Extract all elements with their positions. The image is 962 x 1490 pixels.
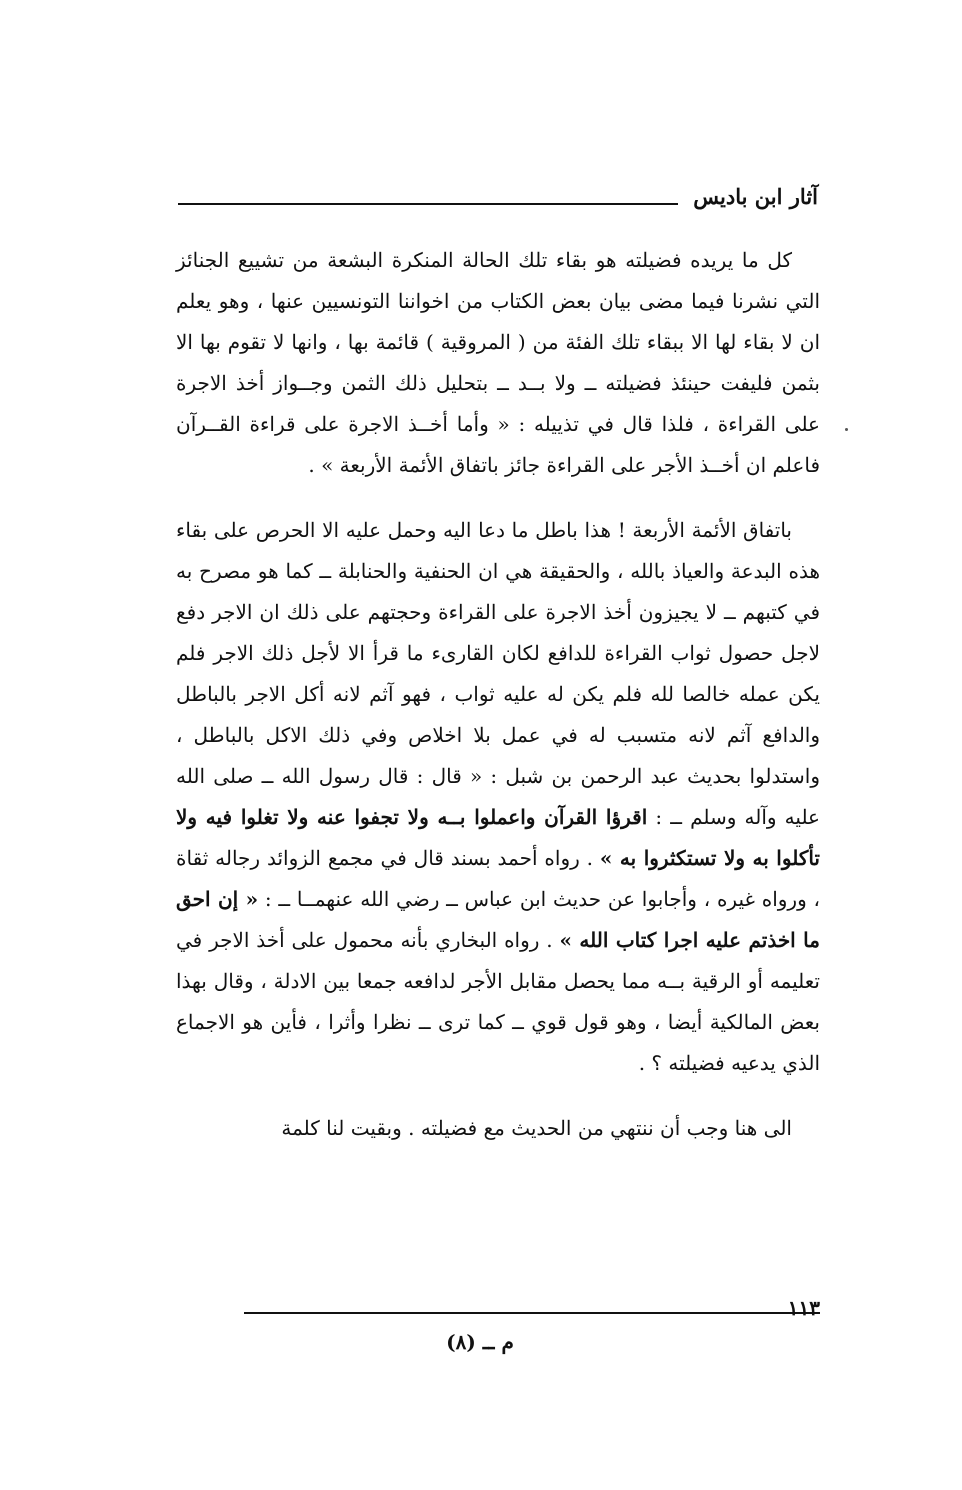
page-number: ١١٣	[787, 1296, 820, 1320]
header-rule	[178, 203, 678, 205]
margin-mark	[845, 428, 848, 431]
paragraph-1	[176, 240, 820, 486]
paragraph-2	[176, 510, 820, 1084]
text-segment: . رواه أحمد بسند قال في مجمع الزوائد رجاله ثقاة ، ورواه غيره ، وأجابوا عن حديث ابن عباس ــ رضي الله عنهمــا ــ :	[176, 846, 820, 911]
footer-rule	[244, 1312, 820, 1314]
text-segment: . رواه البخاري بأنه محمول على أخذ الاجر في تعليمه أو الرقية بــه مما يحصل مقابل الأجر لدافعه جمعا بين الادلة ، وقال بهذا بعض المالكية أيضا ، وهو قول قوي ــ كما ترى ــ نظرا وأثرا ، فأين هو الاجماع الذي يدعيه فضيلته ؟ .	[176, 928, 820, 1075]
text-segment: الى هنا وجب أن ننتهي من الحديث مع فضيلته . وبقيت لنا كلمة	[281, 1116, 792, 1140]
hadith-quote-2: « إن احق ما اخذتم عليه اجرا كتاب الله »	[176, 887, 820, 952]
body-text	[176, 240, 820, 1149]
paragraph-3	[176, 1108, 820, 1149]
header-title: آثار ابن باديس	[693, 184, 818, 209]
text-segment: كل ما يريده فضيلته هو بقاء تلك الحالة المنكرة البشعة من تشييع الجنائز التي نشرنا فيما مضى بيان بعض الكتاب من اخواننا التونسيين عنها ، وهو يعلم ان لا بقاء لها الا ببقاء تلك الفئة من ( المروقية ) قائمة بها ، وانها لا تقوم بها الا بثمن فليفت حينئذ فضيلته ــ ولا بــد ــ بتحليل ذلك الثمن وجــواز أخذ الاجرة على القراءة ، فلذا قال في تذييله : « وأما أخــذ الاجرة على قراءة القــرآن فاعلم ان أخــذ الأجر على القراءة جائز باتفاق الأئمة الأربعة » .	[176, 248, 821, 477]
hadith-quote-1: اقرؤا القرآن واعملوا بــه ولا تجفوا عنه ولا تغلوا فيه ولا تأكلوا به ولا تستكثروا به »	[176, 805, 820, 870]
running-header	[178, 176, 818, 216]
page-footer	[178, 1296, 820, 1326]
text-segment: باتفاق الأئمة الأربعة ! هذا باطل ما دعا اليه وحمل عليه الا الحرص على بقاء هذه البدعة والعياذ بالله ، والحقيقة هي ان الحنفية والحنابلة ــ كما هو مصرح به في كتبهم ــ لا يجيزون أخذ الاجرة على القراءة وحجتهم على ذلك ان الاجر دفع لاجل حصول ثواب القراءة للدافع لكان القارىء ما قرأ الا لأجل ذلك الاجر فلم يكن عمله خالصا لله فلم يكن له عليه ثواب ، فهو آثم لانه أكل الاجر بالباطل والدافع آثم لانه متسبب له في عمل بلا اخلاص وفي ذلك الاكل بالباطل ، واستدلوا بحديث عبد الرحمن بن شبل : « قال : قال رسول الله ــ صلى الله عليه وآله وسلم ــ :	[176, 518, 820, 829]
signature-mark: م ــ (٨)	[446, 1330, 514, 1354]
